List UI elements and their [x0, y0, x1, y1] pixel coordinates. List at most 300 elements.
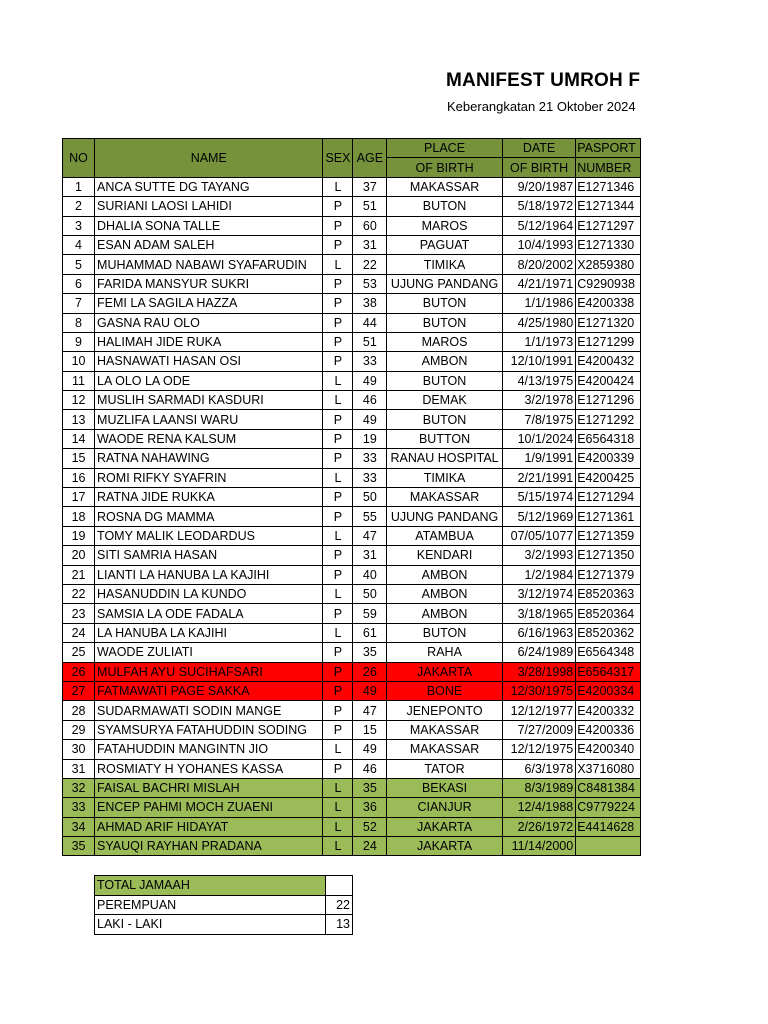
cell-passport-number	[576, 837, 641, 856]
cell-passport-number: C9779224	[576, 798, 641, 817]
cell-name: FATAHUDDIN MANGINTN JIO	[95, 740, 323, 759]
table-row	[63, 216, 641, 235]
cell-sex: P	[323, 759, 353, 778]
cell-date-of-birth: 3/18/1965	[502, 604, 575, 623]
cell-date-of-birth: 3/28/1998	[502, 662, 575, 681]
cell-age: 38	[353, 294, 387, 313]
cell-passport-number: E4200336	[576, 720, 641, 739]
cell-name: LA HANUBA LA KAJIHI	[95, 623, 323, 642]
cell-sex: P	[323, 294, 353, 313]
cell-date-of-birth: 12/12/1977	[502, 701, 575, 720]
cell-place-of-birth: MAKASSAR	[387, 488, 503, 507]
cell-no: 28	[63, 701, 95, 720]
table-row	[63, 546, 641, 565]
cell-passport-number: E1271320	[576, 313, 641, 332]
cell-date-of-birth: 8/20/2002	[502, 255, 575, 274]
cell-age: 40	[353, 565, 387, 584]
cell-date-of-birth: 1/2/1984	[502, 565, 575, 584]
cell-sex: P	[323, 429, 353, 448]
cell-passport-number: X3716080	[576, 759, 641, 778]
cell-passport-number: E1271346	[576, 177, 641, 196]
table-row	[63, 604, 641, 623]
cell-passport-number: E4414628	[576, 817, 641, 836]
cell-name: WAODE ZULIATI	[95, 643, 323, 662]
cell-no: 26	[63, 662, 95, 681]
cell-no: 21	[63, 565, 95, 584]
cell-name: DHALIA SONA TALLE	[95, 216, 323, 235]
table-row	[63, 701, 641, 720]
header-name: NAME	[95, 139, 323, 178]
table-row	[63, 798, 641, 817]
cell-sex: P	[323, 720, 353, 739]
table-row	[63, 274, 641, 293]
cell-no: 16	[63, 468, 95, 487]
cell-name: SYAUQI RAYHAN PRADANA	[95, 837, 323, 856]
cell-place-of-birth: AMBON	[387, 604, 503, 623]
cell-date-of-birth: 7/8/1975	[502, 410, 575, 429]
cell-place-of-birth: AMBON	[387, 584, 503, 603]
header-place-bottom: OF BIRTH	[387, 158, 503, 177]
cell-passport-number: E4200340	[576, 740, 641, 759]
cell-age: 60	[353, 216, 387, 235]
cell-age: 49	[353, 410, 387, 429]
cell-date-of-birth: 10/1/2024	[502, 429, 575, 448]
cell-passport-number: E6564317	[576, 662, 641, 681]
cell-name: WAODE RENA KALSUM	[95, 429, 323, 448]
cell-age: 15	[353, 720, 387, 739]
cell-name: MUHAMMAD NABAWI SYAFARUDIN	[95, 255, 323, 274]
cell-place-of-birth: BONE	[387, 681, 503, 700]
cell-name: ROSNA DG MAMMA	[95, 507, 323, 526]
cell-no: 7	[63, 294, 95, 313]
cell-passport-number: E4200432	[576, 352, 641, 371]
cell-passport-number: E4200334	[576, 681, 641, 700]
cell-no: 35	[63, 837, 95, 856]
table-row	[63, 468, 641, 487]
cell-passport-number: E4200339	[576, 449, 641, 468]
cell-passport-number: C9290938	[576, 274, 641, 293]
cell-sex: P	[323, 662, 353, 681]
cell-date-of-birth: 7/27/2009	[502, 720, 575, 739]
summary-row	[95, 895, 353, 915]
cell-date-of-birth: 4/25/1980	[502, 313, 575, 332]
table-row	[63, 449, 641, 468]
cell-no: 2	[63, 197, 95, 216]
cell-age: 50	[353, 488, 387, 507]
cell-no: 19	[63, 526, 95, 545]
cell-no: 27	[63, 681, 95, 700]
summary-row	[95, 915, 353, 935]
cell-no: 9	[63, 332, 95, 351]
cell-passport-number: E6564348	[576, 643, 641, 662]
cell-sex: L	[323, 798, 353, 817]
cell-date-of-birth: 8/3/1989	[502, 778, 575, 797]
cell-sex: P	[323, 332, 353, 351]
cell-passport-number: E1271294	[576, 488, 641, 507]
cell-sex: P	[323, 449, 353, 468]
cell-age: 31	[353, 235, 387, 254]
cell-age: 37	[353, 177, 387, 196]
header-date-bottom: OF BIRTH	[502, 158, 575, 177]
cell-sex: P	[323, 681, 353, 700]
cell-sex: P	[323, 701, 353, 720]
summary-label: TOTAL JAMAAH	[95, 876, 326, 896]
cell-date-of-birth: 4/21/1971	[502, 274, 575, 293]
table-body	[63, 177, 641, 856]
cell-place-of-birth: TATOR	[387, 759, 503, 778]
cell-no: 33	[63, 798, 95, 817]
cell-no: 22	[63, 584, 95, 603]
cell-sex: L	[323, 623, 353, 642]
cell-passport-number: E1271344	[576, 197, 641, 216]
cell-name: ENCEP PAHMI MOCH ZUAENI	[95, 798, 323, 817]
cell-date-of-birth: 5/12/1964	[502, 216, 575, 235]
cell-sex: P	[323, 546, 353, 565]
table-row	[63, 197, 641, 216]
cell-date-of-birth: 5/12/1969	[502, 507, 575, 526]
cell-name: ROMI RIFKY SYAFRIN	[95, 468, 323, 487]
header-sex: SEX	[323, 139, 353, 178]
cell-sex: L	[323, 255, 353, 274]
cell-age: 59	[353, 604, 387, 623]
cell-sex: L	[323, 371, 353, 390]
cell-no: 10	[63, 352, 95, 371]
cell-age: 49	[353, 371, 387, 390]
cell-place-of-birth: JENEPONTO	[387, 701, 503, 720]
cell-no: 3	[63, 216, 95, 235]
cell-passport-number: E1271296	[576, 391, 641, 410]
cell-no: 24	[63, 623, 95, 642]
summary-value: 13	[326, 915, 353, 935]
cell-date-of-birth: 10/4/1993	[502, 235, 575, 254]
cell-place-of-birth: JAKARTA	[387, 837, 503, 856]
summary-row	[95, 876, 353, 896]
header-age: AGE	[353, 139, 387, 178]
cell-date-of-birth: 12/10/1991	[502, 352, 575, 371]
cell-sex: L	[323, 837, 353, 856]
cell-place-of-birth: TIMIKA	[387, 468, 503, 487]
cell-date-of-birth: 1/1/1986	[502, 294, 575, 313]
cell-no: 12	[63, 391, 95, 410]
cell-age: 52	[353, 817, 387, 836]
cell-age: 33	[353, 352, 387, 371]
table-row	[63, 643, 641, 662]
cell-place-of-birth: TIMIKA	[387, 255, 503, 274]
document-title: MANIFEST UMROH F	[446, 70, 641, 91]
cell-age: 31	[353, 546, 387, 565]
cell-no: 25	[63, 643, 95, 662]
cell-name: SUDARMAWATI SODIN MANGE	[95, 701, 323, 720]
header-passport-top: PASPORT	[576, 139, 641, 158]
table-row	[63, 507, 641, 526]
cell-place-of-birth: BUTTON	[387, 429, 503, 448]
cell-no: 5	[63, 255, 95, 274]
cell-age: 53	[353, 274, 387, 293]
table-row	[63, 391, 641, 410]
cell-sex: L	[323, 740, 353, 759]
cell-date-of-birth: 3/2/1978	[502, 391, 575, 410]
cell-age: 44	[353, 313, 387, 332]
cell-date-of-birth: 3/12/1974	[502, 584, 575, 603]
cell-date-of-birth: 3/2/1993	[502, 546, 575, 565]
summary-table	[94, 875, 353, 935]
cell-age: 49	[353, 681, 387, 700]
cell-place-of-birth: DEMAK	[387, 391, 503, 410]
cell-name: AHMAD ARIF HIDAYAT	[95, 817, 323, 836]
table-row	[63, 681, 641, 700]
cell-date-of-birth: 1/1/1973	[502, 332, 575, 351]
cell-no: 34	[63, 817, 95, 836]
cell-name: GASNA RAU OLO	[95, 313, 323, 332]
cell-place-of-birth: JAKARTA	[387, 817, 503, 836]
cell-place-of-birth: MAKASSAR	[387, 177, 503, 196]
cell-place-of-birth: UJUNG PANDANG	[387, 507, 503, 526]
cell-place-of-birth: MAKASSAR	[387, 740, 503, 759]
cell-age: 47	[353, 526, 387, 545]
cell-sex: P	[323, 313, 353, 332]
cell-sex: L	[323, 817, 353, 836]
table-row	[63, 488, 641, 507]
table-row	[63, 778, 641, 797]
table-row	[63, 759, 641, 778]
cell-age: 47	[353, 701, 387, 720]
cell-sex: L	[323, 177, 353, 196]
table-row	[63, 429, 641, 448]
cell-place-of-birth: BUTON	[387, 313, 503, 332]
cell-name: HASANUDDIN LA KUNDO	[95, 584, 323, 603]
cell-date-of-birth: 12/30/1975	[502, 681, 575, 700]
cell-no: 31	[63, 759, 95, 778]
cell-no: 4	[63, 235, 95, 254]
cell-sex: P	[323, 565, 353, 584]
cell-place-of-birth: MAKASSAR	[387, 720, 503, 739]
cell-no: 15	[63, 449, 95, 468]
cell-age: 35	[353, 643, 387, 662]
table-row	[63, 371, 641, 390]
cell-passport-number: E4200338	[576, 294, 641, 313]
cell-passport-number: E6564318	[576, 429, 641, 448]
cell-no: 8	[63, 313, 95, 332]
cell-place-of-birth: MAROS	[387, 216, 503, 235]
cell-no: 14	[63, 429, 95, 448]
cell-place-of-birth: AMBON	[387, 565, 503, 584]
cell-name: SYAMSURYA FATAHUDDIN SODING	[95, 720, 323, 739]
cell-age: 61	[353, 623, 387, 642]
cell-name: TOMY MALIK LEODARDUS	[95, 526, 323, 545]
cell-passport-number: E8520364	[576, 604, 641, 623]
cell-age: 49	[353, 740, 387, 759]
cell-no: 17	[63, 488, 95, 507]
cell-place-of-birth: RAHA	[387, 643, 503, 662]
cell-age: 46	[353, 391, 387, 410]
cell-date-of-birth: 6/24/1989	[502, 643, 575, 662]
cell-date-of-birth: 1/9/1991	[502, 449, 575, 468]
cell-age: 50	[353, 584, 387, 603]
cell-place-of-birth: UJUNG PANDANG	[387, 274, 503, 293]
summary-label: PEREMPUAN	[95, 895, 326, 915]
cell-place-of-birth: CIANJUR	[387, 798, 503, 817]
table-row	[63, 255, 641, 274]
table-row	[63, 410, 641, 429]
table-row	[63, 623, 641, 642]
cell-passport-number: C8481384	[576, 778, 641, 797]
cell-passport-number: E4200425	[576, 468, 641, 487]
cell-name: HASNAWATI HASAN OSI	[95, 352, 323, 371]
cell-age: 24	[353, 837, 387, 856]
cell-no: 13	[63, 410, 95, 429]
table-header	[63, 139, 641, 178]
cell-passport-number: E1271379	[576, 565, 641, 584]
table-row	[63, 565, 641, 584]
cell-name: SITI SAMRIA HASAN	[95, 546, 323, 565]
cell-date-of-birth: 2/26/1972	[502, 817, 575, 836]
cell-place-of-birth: PAGUAT	[387, 235, 503, 254]
cell-age: 55	[353, 507, 387, 526]
cell-name: LIANTI LA HANUBA LA KAJIHI	[95, 565, 323, 584]
table-row	[63, 584, 641, 603]
table-row	[63, 332, 641, 351]
cell-age: 35	[353, 778, 387, 797]
cell-place-of-birth: KENDARI	[387, 546, 503, 565]
cell-place-of-birth: BUTON	[387, 371, 503, 390]
cell-place-of-birth: MAROS	[387, 332, 503, 351]
cell-sex: P	[323, 274, 353, 293]
cell-sex: L	[323, 778, 353, 797]
cell-date-of-birth: 9/20/1987	[502, 177, 575, 196]
table-row	[63, 313, 641, 332]
cell-name: HALIMAH JIDE RUKA	[95, 332, 323, 351]
cell-place-of-birth: JAKARTA	[387, 662, 503, 681]
table-row	[63, 526, 641, 545]
cell-sex: P	[323, 507, 353, 526]
cell-name: MUZLIFA LAANSI WARU	[95, 410, 323, 429]
cell-date-of-birth: 11/14/2000	[502, 837, 575, 856]
cell-name: RATNA JIDE RUKKA	[95, 488, 323, 507]
cell-age: 51	[353, 197, 387, 216]
cell-date-of-birth: 6/3/1978	[502, 759, 575, 778]
cell-date-of-birth: 5/18/1972	[502, 197, 575, 216]
cell-place-of-birth: BUTON	[387, 623, 503, 642]
cell-no: 30	[63, 740, 95, 759]
cell-date-of-birth: 2/21/1991	[502, 468, 575, 487]
cell-passport-number: E1271292	[576, 410, 641, 429]
cell-place-of-birth: RANAU HOSPITAL	[387, 449, 503, 468]
table-row	[63, 740, 641, 759]
cell-name: FATMAWATI PAGE SAKKA	[95, 681, 323, 700]
cell-passport-number: E8520362	[576, 623, 641, 642]
summary-body	[95, 876, 353, 935]
cell-passport-number: E4200332	[576, 701, 641, 720]
cell-sex: P	[323, 643, 353, 662]
cell-date-of-birth: 4/13/1975	[502, 371, 575, 390]
cell-date-of-birth: 07/05/1077	[502, 526, 575, 545]
cell-name: FEMI LA SAGILA HAZZA	[95, 294, 323, 313]
cell-name: LA OLO LA ODE	[95, 371, 323, 390]
header-no: NO	[63, 139, 95, 178]
cell-place-of-birth: BEKASI	[387, 778, 503, 797]
cell-age: 46	[353, 759, 387, 778]
cell-place-of-birth: AMBON	[387, 352, 503, 371]
table-row	[63, 235, 641, 254]
cell-sex: L	[323, 468, 353, 487]
cell-name: ROSMIATY H YOHANES KASSA	[95, 759, 323, 778]
cell-sex: P	[323, 216, 353, 235]
cell-date-of-birth: 12/4/1988	[502, 798, 575, 817]
cell-age: 51	[353, 332, 387, 351]
cell-passport-number: E1271359	[576, 526, 641, 545]
cell-passport-number: E8520363	[576, 584, 641, 603]
cell-age: 22	[353, 255, 387, 274]
table-row	[63, 294, 641, 313]
cell-place-of-birth: ATAMBUA	[387, 526, 503, 545]
cell-name: FARIDA MANSYUR SUKRI	[95, 274, 323, 293]
header-date-top: DATE	[502, 139, 575, 158]
cell-age: 19	[353, 429, 387, 448]
cell-age: 36	[353, 798, 387, 817]
cell-sex: P	[323, 235, 353, 254]
table-row	[63, 352, 641, 371]
cell-name: RATNA NAHAWING	[95, 449, 323, 468]
cell-name: ANCA SUTTE DG TAYANG	[95, 177, 323, 196]
table-row	[63, 662, 641, 681]
cell-name: MUSLIH SARMADI KASDURI	[95, 391, 323, 410]
cell-passport-number: E1271350	[576, 546, 641, 565]
manifest-table	[62, 138, 641, 856]
cell-sex: L	[323, 526, 353, 545]
cell-sex: P	[323, 604, 353, 623]
cell-name: SAMSIA LA ODE FADALA	[95, 604, 323, 623]
summary-value: 22	[326, 895, 353, 915]
cell-passport-number: E1271330	[576, 235, 641, 254]
cell-sex: P	[323, 488, 353, 507]
document-subtitle: Keberangkatan 21 Oktober 2024	[447, 99, 636, 114]
cell-no: 18	[63, 507, 95, 526]
cell-passport-number: X2859380	[576, 255, 641, 274]
table-row	[63, 837, 641, 856]
header-passport-bottom: NUMBER	[576, 158, 641, 177]
cell-date-of-birth: 6/16/1963	[502, 623, 575, 642]
table-row	[63, 720, 641, 739]
cell-date-of-birth: 12/12/1975	[502, 740, 575, 759]
cell-age: 26	[353, 662, 387, 681]
cell-no: 32	[63, 778, 95, 797]
table-row	[63, 177, 641, 196]
cell-name: FAISAL BACHRI MISLAH	[95, 778, 323, 797]
cell-name: SURIANI LAOSI LAHIDI	[95, 197, 323, 216]
cell-date-of-birth: 5/15/1974	[502, 488, 575, 507]
table-row	[63, 817, 641, 836]
summary-label: LAKI - LAKI	[95, 915, 326, 935]
cell-passport-number: E4200424	[576, 371, 641, 390]
cell-age: 33	[353, 449, 387, 468]
cell-passport-number: E1271361	[576, 507, 641, 526]
header-place-top: PLACE	[387, 139, 503, 158]
cell-sex: P	[323, 197, 353, 216]
cell-no: 6	[63, 274, 95, 293]
cell-sex: L	[323, 584, 353, 603]
cell-sex: P	[323, 352, 353, 371]
cell-sex: P	[323, 410, 353, 429]
cell-no: 1	[63, 177, 95, 196]
cell-age: 33	[353, 468, 387, 487]
cell-place-of-birth: BUTON	[387, 294, 503, 313]
cell-passport-number: E1271297	[576, 216, 641, 235]
cell-name: MULFAH AYU SUCIHAFSARI	[95, 662, 323, 681]
cell-name: ESAN ADAM SALEH	[95, 235, 323, 254]
summary-value	[326, 876, 353, 896]
cell-no: 23	[63, 604, 95, 623]
cell-place-of-birth: BUTON	[387, 410, 503, 429]
